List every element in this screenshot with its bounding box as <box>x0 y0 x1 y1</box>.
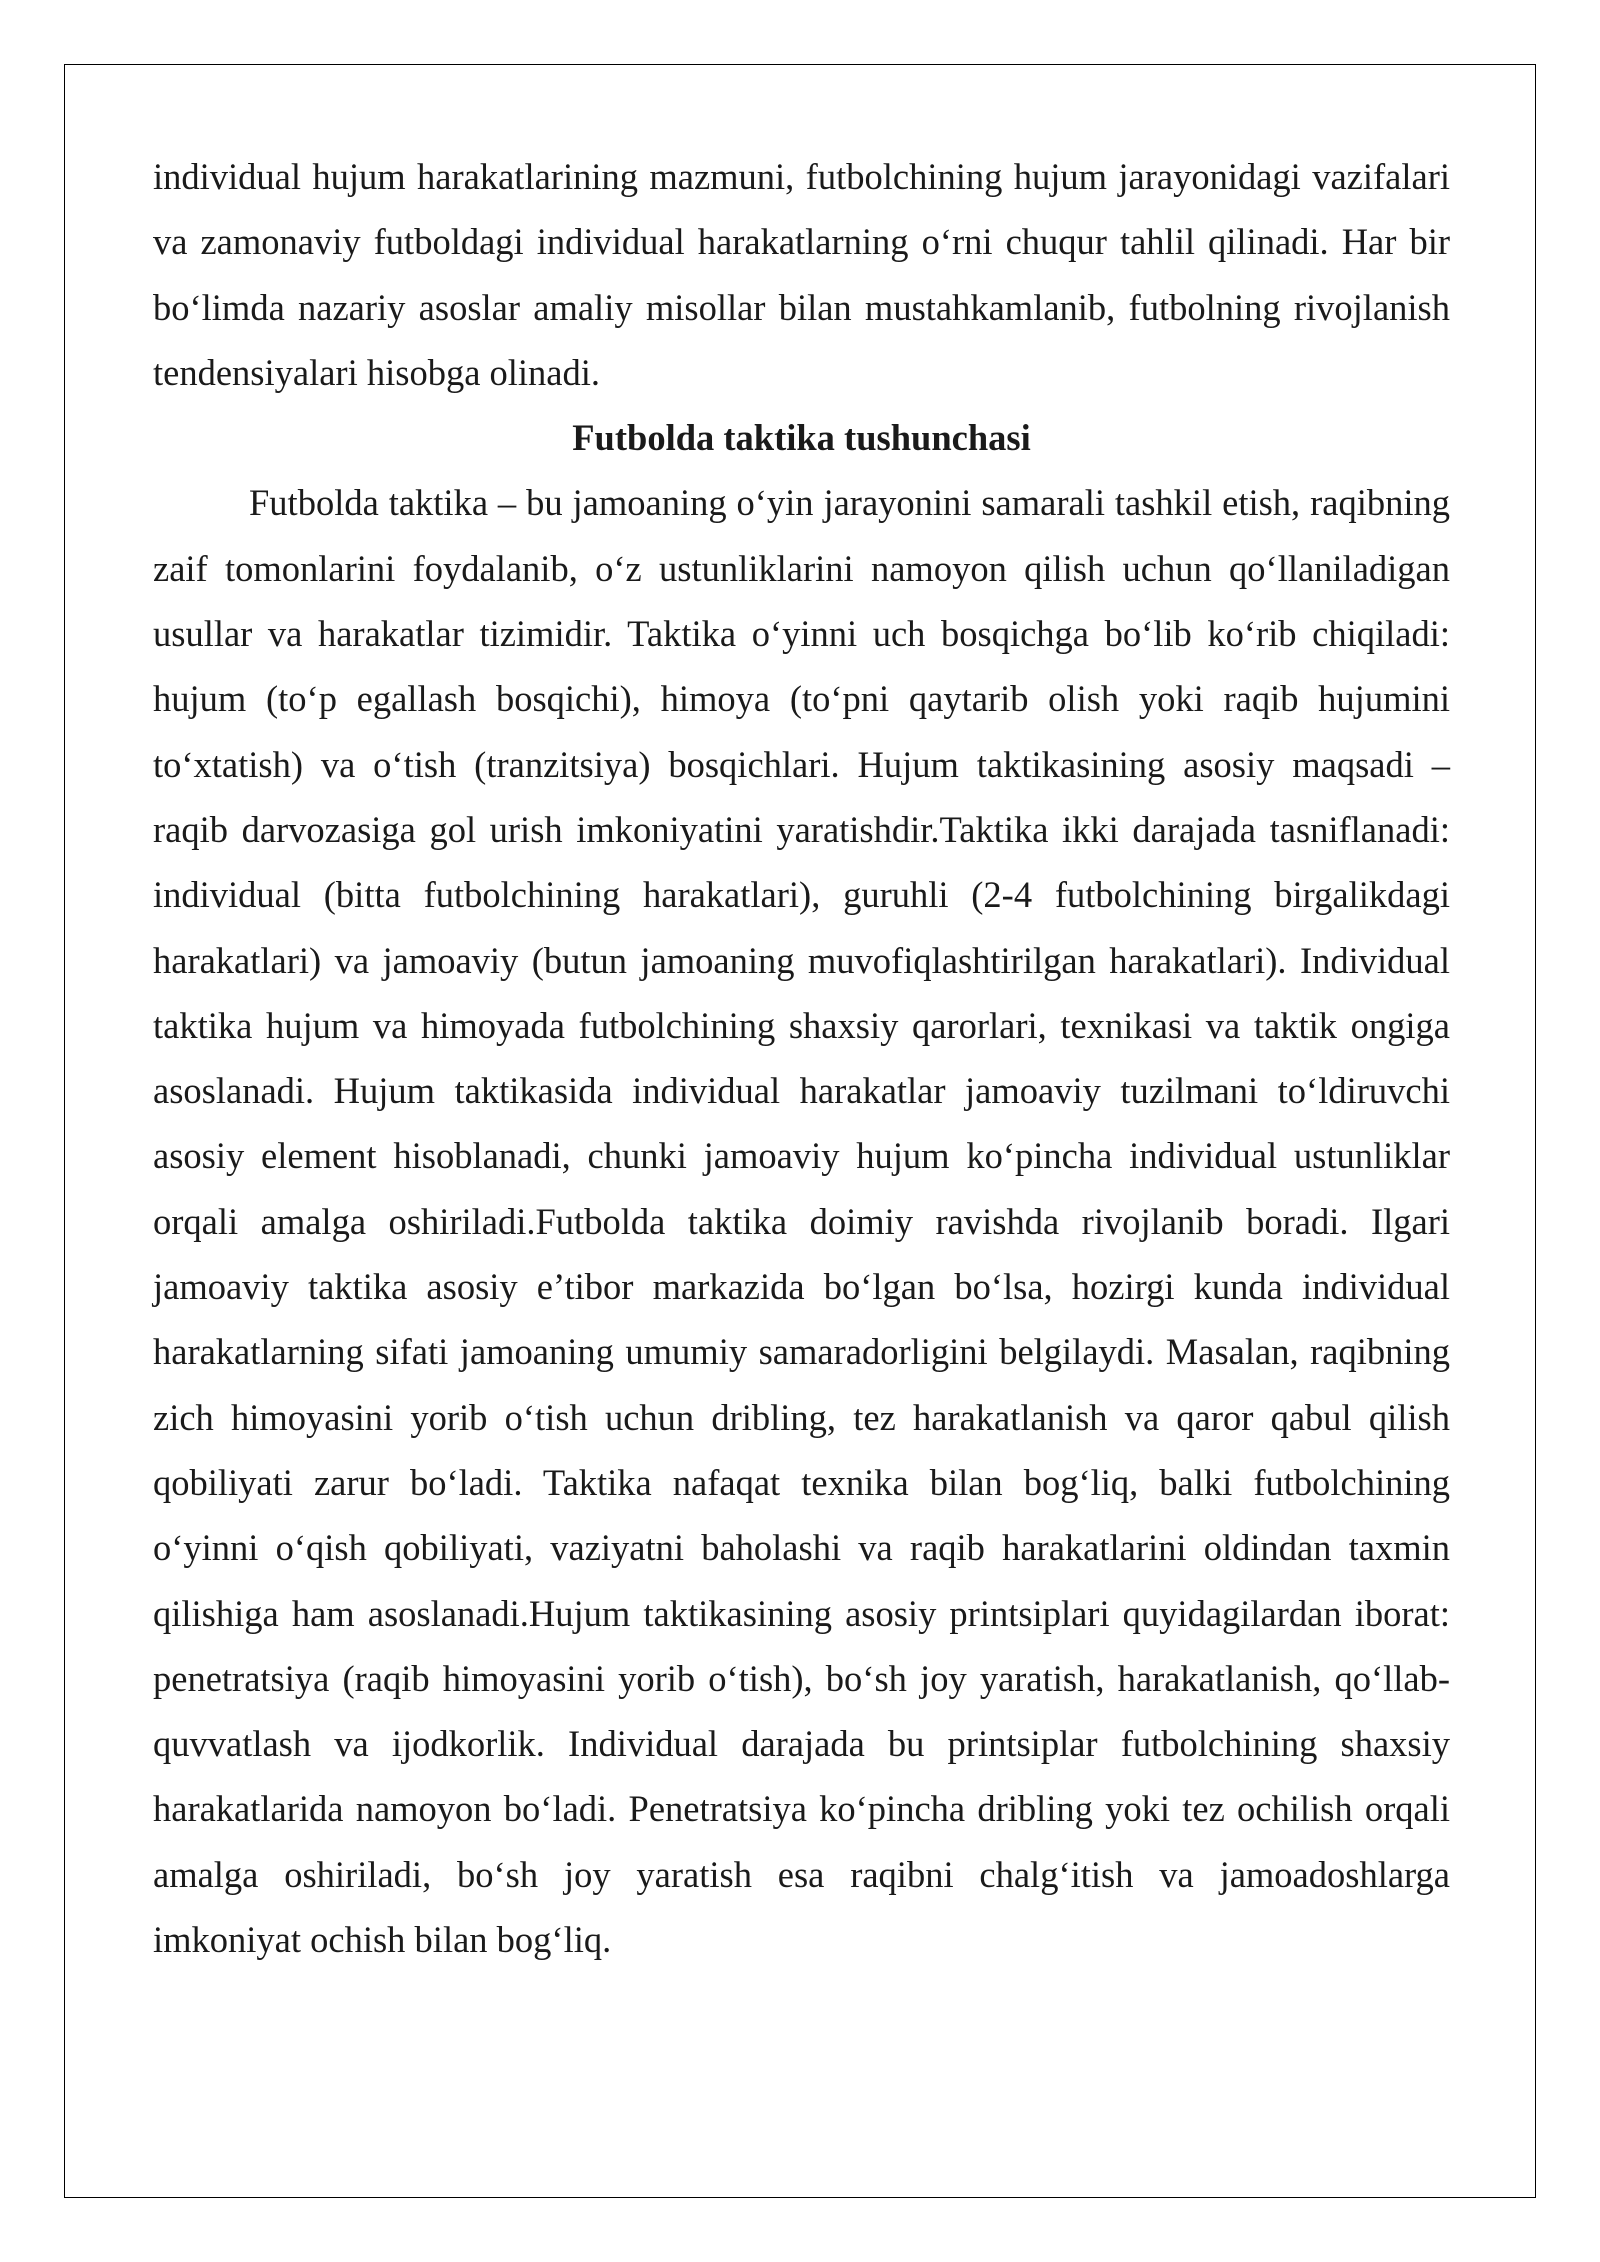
main-paragraph: Futbolda taktika – bu jamoaning o‘yin jarayonini samarali tashkil etish, raqibning zaif tomonlarini foydalanib, o‘z ustunliklarini namoyon qilish uchun qo‘llaniladigan usullar va harakatlar tizimidir. Taktika o‘yinni uch bosqichga bo‘lib ko‘rib chiqiladi: hujum (to‘p egallash bosqichi), himoya (to‘pni qaytarib olish yoki raqib hujumini to‘xtatish) va o‘tish (tranzitsiya) bosqichlari. Hujum taktikasining asosiy maqsadi – raqib darvozasiga gol urish imkoniyatini yaratishdir.Taktika ikki darajada tasniflanadi: individual (bitta futbolchining harakatlari), guruhli (2-4 futbolchining birgalikdagi harakatlari) va jamoaviy (butun jamoaning muvofiqlashtirilgan harakatlari). Individual taktika hujum va himoyada futbolchining shaxsiy qarorlari, texnikasi va taktik ongiga asoslanadi. Hujum taktikasida individual harakatlar jamoaviy tuzilmani to‘ldiruvchi asosiy element hisoblanadi, chunki jamoaviy hujum ko‘pincha individual ustunliklar orqali amalga oshiriladi.Futbolda taktika doimiy ravishda rivojlanib boradi. Ilgari jamoaviy taktika asosiy e’tibor markazida bo‘lgan bo‘lsa, hozirgi kunda individual harakatlarning sifati jamoaning umumiy samaradorligini belgilaydi. Masalan, raqibning zich himoyasini yorib o‘tish uchun dribling, tez harakatlanish va qaror qabul qilish qobiliyati zarur bo‘ladi. Taktika nafaqat texnika bilan bog‘liq, balki futbolchining o‘yinni o‘qish qobiliyati, vaziyatni baholashi va raqib harakatlarini oldindan taxmin qilishiga ham asoslanadi.Hujum taktikasining asosiy printsiplari quyidagilardan iborat: penetratsiya (raqib himoyasini yorib o‘tish), bo‘sh joy yaratish, harakatlanish, qo‘llab-quvvatlash va ijodkorlik. Individual darajada bu printsiplar futbolchining shaxsiy harakatlarida namoyon bo‘ladi. Penetratsiya ko‘pincha dribling yoki tez ochilish orqali amalga oshiriladi, bo‘sh joy yaratish esa raqibni chalg‘itish va jamoadoshlarga imkoniyat ochish bilan bog‘liq. <box>153 482 1450 1961</box>
document-body <box>153 144 1450 1972</box>
section-heading: Futbolda taktika tushunchasi <box>572 417 1031 459</box>
intro-paragraph: individual hujum harakatlarining mazmuni, futbolchining hujum jarayonidagi vazifalari va zamonaviy futboldagi individual harakatlarning o‘rni chuqur tahlil qilinadi. Har bir bo‘limda nazariy asoslar amaliy misollar bilan mustahkamlanib, futbolning rivojlanish tendensiyalari hisobga olinadi. <box>153 156 1450 393</box>
